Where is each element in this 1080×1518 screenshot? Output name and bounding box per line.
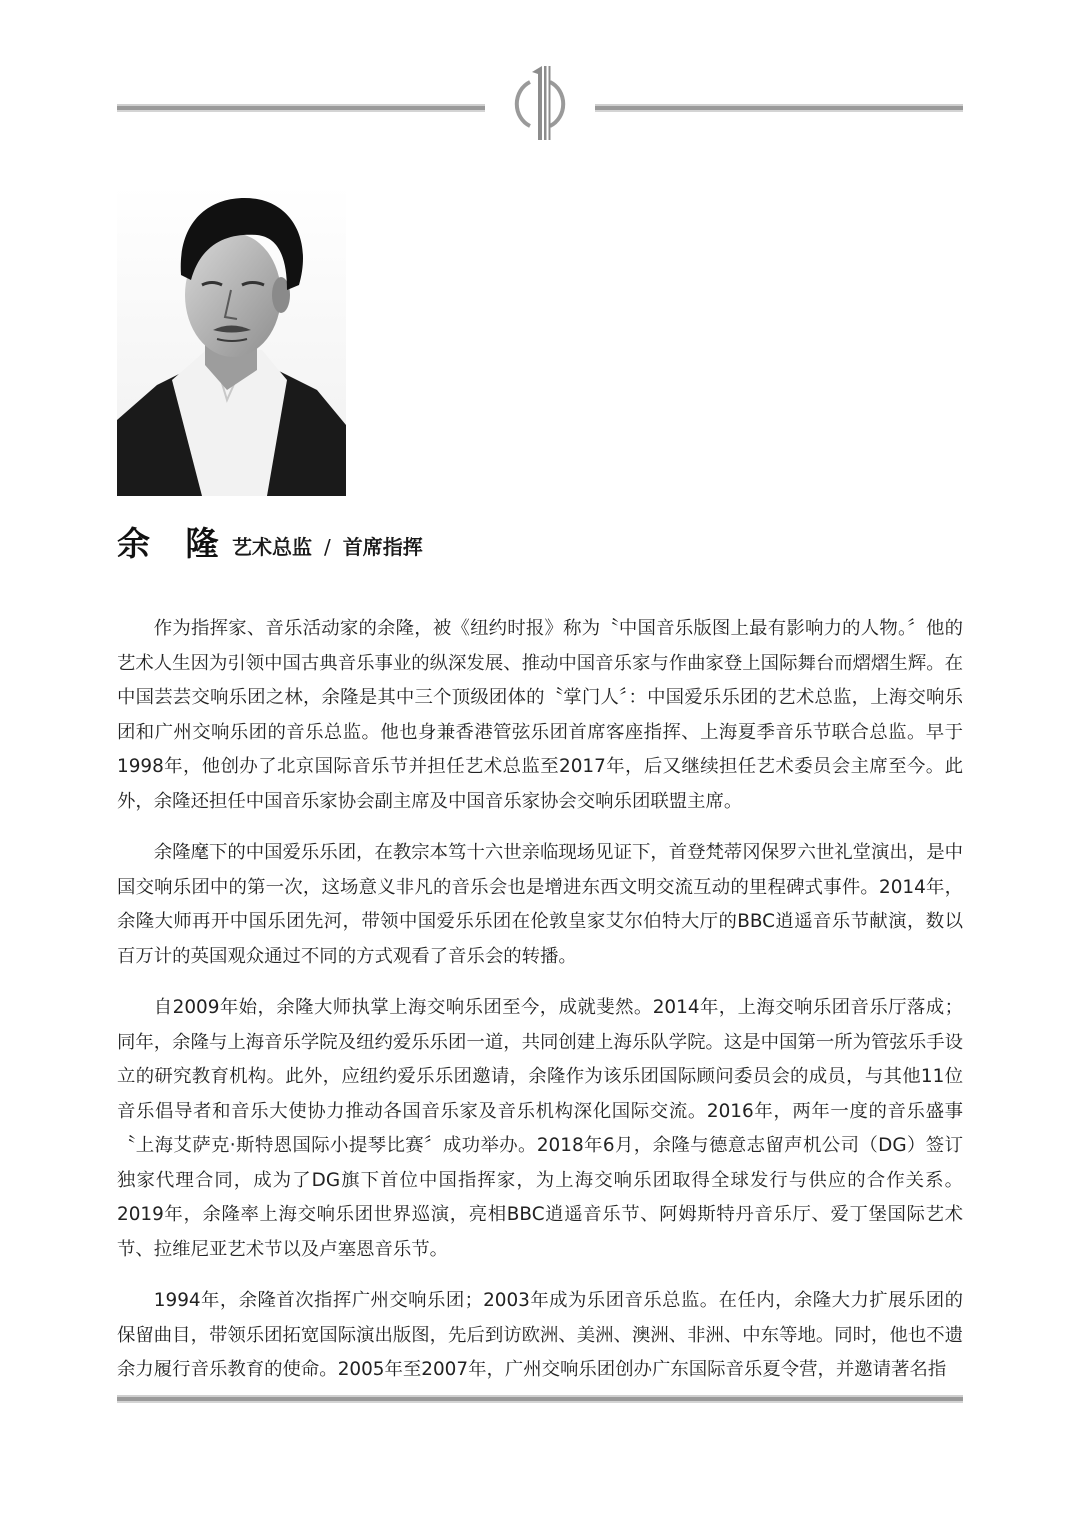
role-chief-conductor: 首席指挥 bbox=[342, 535, 423, 559]
person-title bbox=[232, 527, 423, 567]
header-rule-right bbox=[595, 104, 963, 112]
header-rule-left bbox=[117, 104, 485, 112]
conductor-portrait bbox=[117, 185, 346, 496]
bio-paragraph-4: 1994年，余隆首次指挥广州交响乐团；2003年成为乐团音乐总监。在任内，余隆大力扩展乐团的保留曲目，带领乐团拓宽国际演出版图，先后到访欧洲、美洲、澳洲、非洲、中东等地。同时，他也不遗余力履行音乐教育的使命。2005年至2007年，广州交响乐团创办广东国际音乐夏令营，并邀请著名指 bbox=[117, 1290, 963, 1380]
person-name: 余 隆 bbox=[117, 524, 231, 563]
orchestra-emblem-icon bbox=[508, 62, 572, 144]
bio-paragraph-1: 作为指挥家、音乐活动家的余隆，被《纽约时报》称为〝中国音乐版图上最有影响力的人物。〞他的艺术人生因为引领中国古典音乐事业的纵深发展、推动中国音乐家与作曲家登上国际舞台而熠熠生辉。在中国芸芸交响乐团之林，余隆是其中三个顶级团体的〝掌门人〞：中国爱乐乐团的艺术总监，上海交响乐团和广州交响乐团的音乐总监。他也身兼香港管弦乐团首席客座指挥、上海夏季音乐节联合总监。早于1998年，他创办了北京国际音乐节并担任艺术总监至2017年，后又继续担任艺术委员会主席至今。此外，余隆还担任中国音乐家协会副主席及中国音乐家协会交响乐团联盟主席。 bbox=[117, 618, 963, 812]
role-separator: / bbox=[324, 535, 331, 559]
footer-rule bbox=[117, 1395, 963, 1403]
name-header bbox=[117, 519, 817, 569]
role-artistic-director: 艺术总监 bbox=[232, 535, 312, 559]
bio-paragraph-3: 自2009年始，余隆大师执掌上海交响乐团至今，成就斐然。2014年，上海交响乐团音乐厅落成；同年，余隆与上海音乐学院及纽约爱乐乐团一道，共同创建上海乐队学院。这是中国第一所为管弦乐手设立的研究教育机构。此外，应纽约爱乐乐团邀请，余隆作为该乐团国际顾问委员会的成员，与其他11位音乐倡导者和音乐大使协力推动各国音乐家及音乐机构深化国际交流。2016年，两年一度的音乐盛事〝上海艾萨克·斯特恩国际小提琴比赛〞成功举办。2018年6月，余隆与德意志留声机公司（DG）签订独家代理合同，成为了DG旗下首位中国指挥家，为上海交响乐团取得全球发行与供应的合作关系。2019年，余隆率上海交响乐团世界巡演，亮相BBC逍遥音乐节、阿姆斯特丹音乐厅、爱丁堡国际艺术节、拉维尼亚艺术节以及卢塞恩音乐节。 bbox=[117, 997, 963, 1260]
biography-text bbox=[117, 612, 963, 1405]
bio-paragraph-2: 余隆麾下的中国爱乐乐团，在教宗本笃十六世亲临现场见证下，首登梵蒂冈保罗六世礼堂演出，是中国交响乐团中的第一次，这场意义非凡的音乐会也是增进东西文明交流互动的里程碑式事件。2014年，余隆大师再开中国乐团先河，带领中国爱乐乐团在伦敦皇家艾尔伯特大厅的BBC逍遥音乐节献演，数以百万计的英国观众通过不同的方式观看了音乐会的转播。 bbox=[117, 842, 963, 967]
